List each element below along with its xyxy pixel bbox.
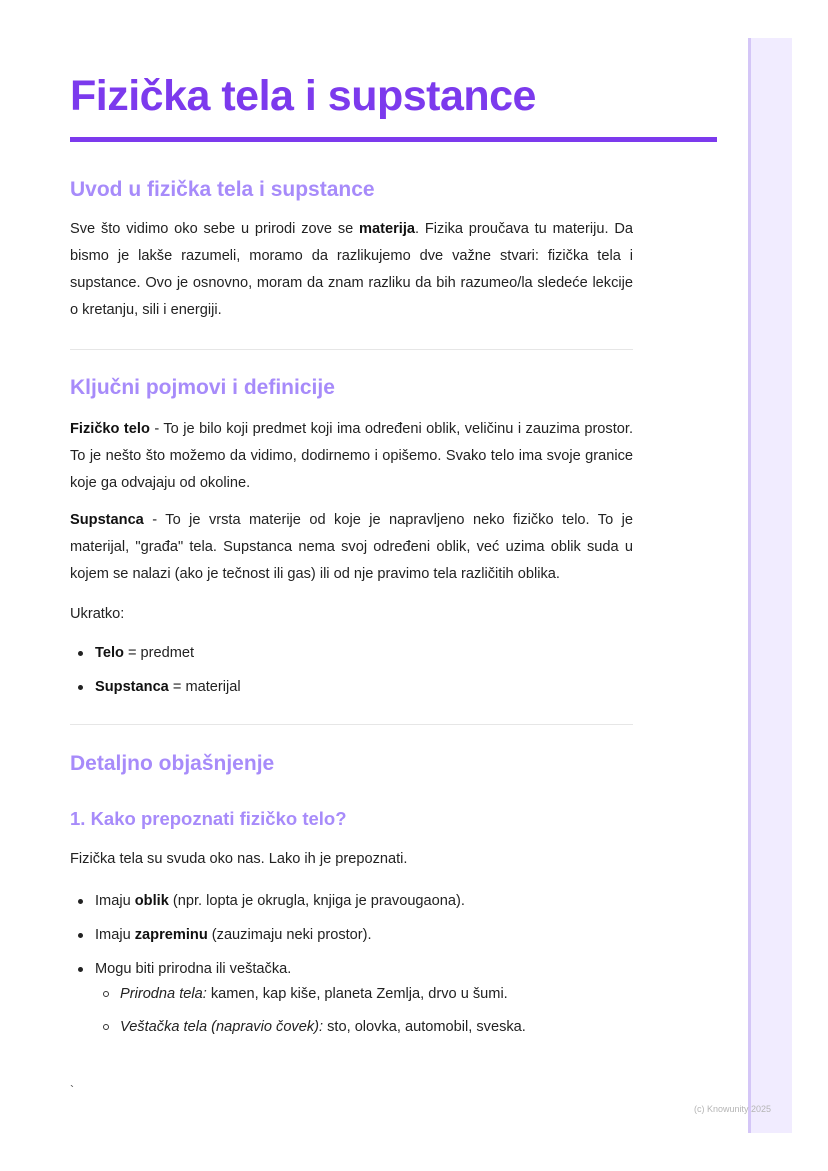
bold-term: oblik [134, 893, 169, 909]
italic-term: Prirodna tela: [120, 986, 207, 1002]
text: (zauzimaju neki prostor). [207, 927, 372, 943]
list-item [95, 924, 633, 946]
list-item [95, 642, 633, 664]
text: - To je bilo koji predmet koji ima određeni oblik, veličinu i zauzima prostor. To je nešto što možemo da vidimo, dodirnemo i opišemo. Svako telo ima svoje granice koje ga odvajaju od okoline. [70, 421, 633, 491]
list-item [95, 890, 633, 912]
list-item [95, 958, 633, 1038]
side-panel [748, 38, 792, 1133]
bold-term: zapreminu [134, 927, 208, 943]
subsection-intro: Fizička tela su svuda oko nas. Lako ih je prepoznati. [70, 851, 408, 867]
list-item [120, 1016, 633, 1038]
text: - To je vrsta materije od koje je napravljeno neko fizičko telo. To je materijal, "građa" tela. Supstanca nema svoj određeni oblik, već uzima oblik suda u kojem se nalazi (ako je tečnost ili gas) ili od nje pravimo tela različitih oblika. [70, 512, 633, 582]
properties-list [70, 890, 633, 1038]
subsection-heading: 1. Kako prepoznati fizičko telo? [70, 808, 347, 829]
section-heading-definitions: Ključni pojmovi i definicije [70, 376, 335, 399]
text: Imaju [95, 893, 135, 909]
bold-term: Supstanca [70, 512, 144, 528]
text: Mogu biti prirodna ili veštačka. [95, 961, 292, 977]
bold-term: Telo [95, 645, 124, 661]
bold-term: Fizičko telo [70, 421, 150, 437]
section-heading-intro: Uvod u fizička tela i supstance [70, 178, 375, 201]
stray-mark: ` [70, 1083, 74, 1097]
text: kamen, kap kiše, planeta Zemlja, drvo u šumi. [206, 986, 508, 1002]
italic-term: Veštačka tela (napravio čovek): [120, 1019, 324, 1035]
footer-copyright: (c) Knowunity 2025 [694, 1104, 772, 1114]
section-divider [70, 724, 633, 725]
definition-supstanca [70, 507, 633, 588]
text: = predmet [123, 645, 195, 661]
list-item [95, 676, 633, 698]
title-underline [70, 137, 717, 142]
content [70, 176, 633, 1038]
text: (npr. lopta je okrugla, knjiga je pravougaona). [168, 893, 465, 909]
bold-term: materija [359, 221, 416, 237]
text: . Fizika proučava tu materiju. Da bismo je lakše razumeli, moramo da razlikujemo dve važne stvari: fizička tela i supstance. Ovo je osnovno, moram da znam razliku da bih razumeo/la sledeće lekcije o kretanju, sili i energiji. [70, 221, 633, 318]
page-title: Fizička tela i supstance [70, 72, 536, 120]
text: Imaju [95, 927, 135, 943]
text: Sve što vidimo oko sebe u prirodi zove se [70, 221, 360, 237]
text: = materijal [168, 679, 241, 695]
summary-label: Ukratko: [70, 606, 125, 622]
section-divider [70, 349, 633, 350]
summary-list [70, 642, 633, 698]
intro-paragraph [70, 216, 633, 324]
sub-list [95, 983, 633, 1038]
section-heading-details: Detaljno objašnjenje [70, 752, 275, 775]
document-page [70, 70, 718, 1038]
text: sto, olovka, automobil, sveska. [323, 1019, 526, 1035]
definition-telo [70, 416, 633, 497]
list-item [120, 983, 633, 1005]
bold-term: Supstanca [95, 679, 169, 695]
